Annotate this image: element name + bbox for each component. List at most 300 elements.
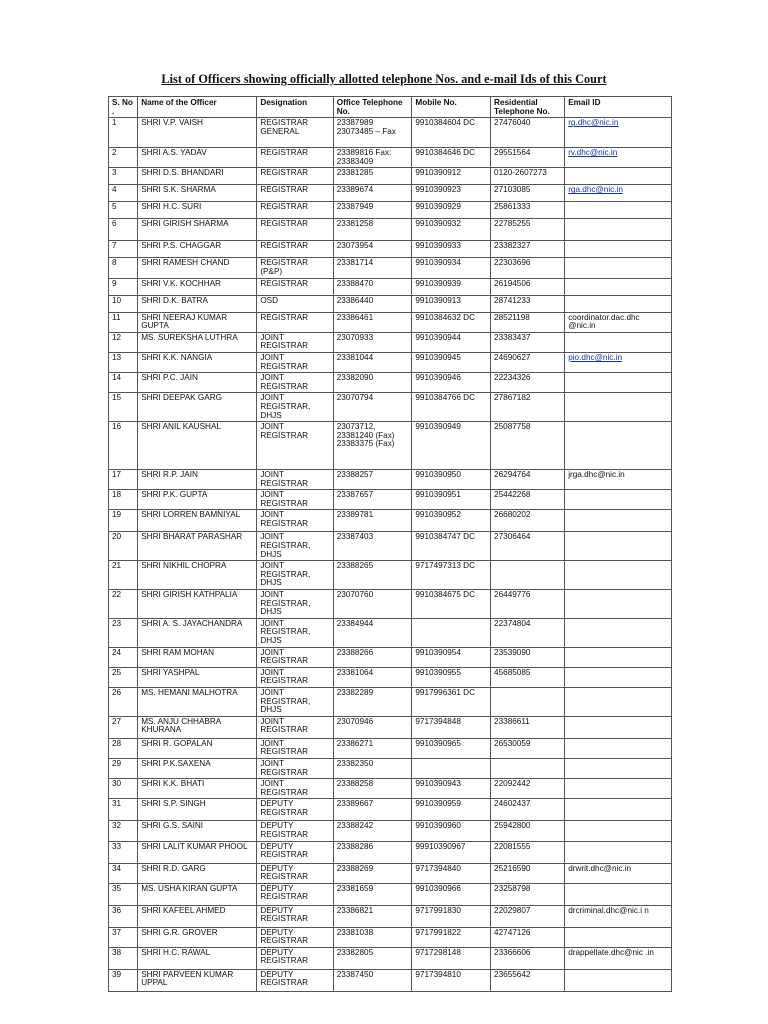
cell-office-telephone: 23073954 [333, 241, 412, 258]
cell-mobile: 9910390929 [412, 202, 491, 219]
cell-residential-telephone: 26194506 [491, 278, 565, 295]
cell-office-telephone: 23389674 [333, 185, 412, 202]
cell-sno: 1 [109, 118, 138, 148]
cell-mobile: 9717991822 [412, 927, 491, 947]
cell-residential-telephone: 26680202 [491, 510, 565, 532]
table-row [109, 393, 672, 422]
table-row [109, 332, 672, 352]
table-row [109, 647, 672, 667]
cell-designation: JOINT REGISTRAR, DHJS [257, 618, 333, 647]
cell-residential-telephone [491, 687, 565, 716]
cell-officer-name: SHRI K.K. BHATI [138, 779, 257, 799]
cell-officer-name: SHRI NEERAJ KUMAR GUPTA [138, 312, 257, 332]
col-header-residential-telephone: Residential Telephone No. [491, 97, 565, 118]
cell-sno: 14 [109, 373, 138, 393]
cell-email [565, 490, 672, 510]
cell-designation: JOINT REGISTRAR, DHJS [257, 561, 333, 590]
cell-mobile: 9910384632 DC [412, 312, 491, 332]
cell-officer-name: SHRI RAMESH CHAND [138, 258, 257, 278]
cell-designation: REGISTRAR [257, 278, 333, 295]
cell-residential-telephone: 24602437 [491, 799, 565, 821]
cell-mobile: 9910390945 [412, 352, 491, 372]
cell-office-telephone: 23382090 [333, 373, 412, 393]
table-row [109, 510, 672, 532]
cell-officer-name: MS. ANJU CHHABRA KHURANA [138, 716, 257, 738]
table-row [109, 295, 672, 312]
col-header-office-telephone: Office Telephone No. [333, 97, 412, 118]
cell-email [565, 667, 672, 687]
table-row [109, 278, 672, 295]
cell-designation: REGISTRAR [257, 148, 333, 168]
cell-email [565, 758, 672, 778]
cell-email [565, 618, 672, 647]
cell-residential-telephone: 42747126 [491, 927, 565, 947]
cell-sno: 27 [109, 716, 138, 738]
cell-officer-name: SHRI K.K. NANGIA [138, 352, 257, 372]
table-row [109, 687, 672, 716]
cell-office-telephone: 23382805 [333, 947, 412, 969]
cell-mobile: 9910384766 DC [412, 393, 491, 422]
cell-office-telephone: 23381044 [333, 352, 412, 372]
cell-designation: DEPUTY REGISTRAR [257, 841, 333, 863]
cell-sno: 34 [109, 863, 138, 883]
cell-designation: JOINT REGISTRAR [257, 738, 333, 758]
cell-office-telephone: 23388257 [333, 470, 412, 490]
cell-office-telephone: 23387949 [333, 202, 412, 219]
table-row [109, 883, 672, 905]
cell-designation: JOINT REGISTRAR [257, 332, 333, 352]
cell-sno: 37 [109, 927, 138, 947]
cell-sno: 32 [109, 821, 138, 841]
table-row [109, 470, 672, 490]
cell-mobile: 9910384646 DC [412, 148, 491, 168]
cell-officer-name: SHRI GIRISH KATHPALIA [138, 590, 257, 619]
table-row [109, 863, 672, 883]
cell-sno: 18 [109, 490, 138, 510]
table-row [109, 758, 672, 778]
cell-email [565, 927, 672, 947]
cell-sno: 16 [109, 422, 138, 470]
cell-mobile: 9910390950 [412, 470, 491, 490]
cell-mobile: 9910390960 [412, 821, 491, 841]
cell-email [565, 647, 672, 667]
cell-mobile: 9910390951 [412, 490, 491, 510]
cell-designation: REGISTRAR [257, 168, 333, 185]
cell-designation: JOINT REGISTRAR [257, 647, 333, 667]
cell-officer-name: MS. SUREKSHA LUTHRA [138, 332, 257, 352]
table-row [109, 148, 672, 168]
cell-designation: DEPUTY REGISTRAR [257, 799, 333, 821]
table-row [109, 667, 672, 687]
cell-officer-name: SHRI A.S. YADAV [138, 148, 257, 168]
officers-table [108, 96, 672, 992]
cell-office-telephone: 23382350 [333, 758, 412, 778]
cell-mobile: 9717298148 [412, 947, 491, 969]
cell-email [565, 295, 672, 312]
cell-sno: 4 [109, 185, 138, 202]
cell-email [565, 590, 672, 619]
cell-residential-telephone: 45685085 [491, 667, 565, 687]
cell-residential-telephone: 27476040 [491, 118, 565, 148]
cell-designation: REGISTRAR [257, 312, 333, 332]
table-row [109, 168, 672, 185]
cell-designation: DEPUTY REGISTRAR [257, 969, 333, 991]
cell-designation: OSD [257, 295, 333, 312]
cell-mobile: 9910390943 [412, 779, 491, 799]
cell-mobile: 9717497313 DC [412, 561, 491, 590]
cell-officer-name: SHRI YASHPAL [138, 667, 257, 687]
cell-sno: 35 [109, 883, 138, 905]
cell-officer-name: SHRI D.K. BATRA [138, 295, 257, 312]
cell-email [565, 241, 672, 258]
cell-designation: JOINT REGISTRAR [257, 758, 333, 778]
cell-office-telephone: 23381659 [333, 883, 412, 905]
cell-mobile: 9910390946 [412, 373, 491, 393]
cell-residential-telephone: 22374804 [491, 618, 565, 647]
cell-mobile: 9910390954 [412, 647, 491, 667]
col-header-email: Email ID [565, 97, 672, 118]
cell-residential-telephone: 27103085 [491, 185, 565, 202]
cell-sno: 26 [109, 687, 138, 716]
cell-email: coordinator.dac.dhc @nic.in [565, 312, 672, 332]
cell-residential-telephone [491, 758, 565, 778]
table-row [109, 905, 672, 927]
cell-officer-name: SHRI R.P. JAIN [138, 470, 257, 490]
table-row [109, 312, 672, 332]
cell-officer-name: SHRI V.P. VAISH [138, 118, 257, 148]
cell-office-telephone: 23388470 [333, 278, 412, 295]
cell-residential-telephone: 22785255 [491, 219, 565, 241]
cell-officer-name: SHRI RAM MOHAN [138, 647, 257, 667]
cell-residential-telephone [491, 561, 565, 590]
cell-designation: REGISTRAR [257, 185, 333, 202]
cell-sno: 2 [109, 148, 138, 168]
cell-sno: 11 [109, 312, 138, 332]
cell-mobile: 9910390952 [412, 510, 491, 532]
cell-residential-telephone: 26530059 [491, 738, 565, 758]
cell-sno: 24 [109, 647, 138, 667]
cell-office-telephone: 23386821 [333, 905, 412, 927]
cell-designation: JOINT REGISTRAR [257, 373, 333, 393]
table-row [109, 618, 672, 647]
cell-officer-name: SHRI R.D. GARG [138, 863, 257, 883]
cell-designation: DEPUTY REGISTRAR [257, 927, 333, 947]
cell-sno: 30 [109, 779, 138, 799]
cell-officer-name: SHRI H.C. SURI [138, 202, 257, 219]
cell-mobile: 9910384604 DC [412, 118, 491, 148]
col-header-mobile: Mobile No. [412, 97, 491, 118]
cell-residential-telephone: 23382327 [491, 241, 565, 258]
cell-designation: REGISTRAR (P&P) [257, 258, 333, 278]
cell-mobile: 9910390932 [412, 219, 491, 241]
table-row [109, 185, 672, 202]
cell-residential-telephone: 22029807 [491, 905, 565, 927]
table-row [109, 738, 672, 758]
cell-officer-name: SHRI G.S. SAINI [138, 821, 257, 841]
table-row [109, 219, 672, 241]
cell-mobile: 9910390939 [412, 278, 491, 295]
officer-rows [109, 118, 672, 992]
cell-email [565, 738, 672, 758]
cell-sno: 38 [109, 947, 138, 969]
cell-office-telephone: 23388242 [333, 821, 412, 841]
cell-sno: 7 [109, 241, 138, 258]
cell-email [565, 202, 672, 219]
col-header-sno: S. No . [109, 97, 138, 118]
cell-designation: JOINT REGISTRAR, DHJS [257, 393, 333, 422]
cell-sno: 19 [109, 510, 138, 532]
cell-sno: 31 [109, 799, 138, 821]
cell-residential-telephone: 28741233 [491, 295, 565, 312]
cell-residential-telephone: 22303696 [491, 258, 565, 278]
cell-designation: DEPUTY REGISTRAR [257, 905, 333, 927]
cell-email [565, 219, 672, 241]
table-row [109, 532, 672, 561]
cell-designation: JOINT REGISTRAR [257, 490, 333, 510]
cell-sno: 8 [109, 258, 138, 278]
cell-sno: 33 [109, 841, 138, 863]
table-row [109, 841, 672, 863]
cell-residential-telephone: 25087758 [491, 422, 565, 470]
col-header-designation: Designation [257, 97, 333, 118]
cell-mobile [412, 618, 491, 647]
cell-sno: 10 [109, 295, 138, 312]
cell-residential-telephone: 27306464 [491, 532, 565, 561]
cell-office-telephone: 23388258 [333, 779, 412, 799]
cell-email [565, 168, 672, 185]
cell-officer-name: SHRI R. GOPALAN [138, 738, 257, 758]
cell-sno: 25 [109, 667, 138, 687]
cell-mobile: 9910390959 [412, 799, 491, 821]
cell-designation: REGISTRAR [257, 219, 333, 241]
cell-email [565, 799, 672, 821]
cell-office-telephone: 23381258 [333, 219, 412, 241]
cell-residential-telephone: 29551564 [491, 148, 565, 168]
table-row [109, 799, 672, 821]
cell-residential-telephone: 26294764 [491, 470, 565, 490]
table-row [109, 202, 672, 219]
table-row [109, 947, 672, 969]
cell-office-telephone: 23387989 23073485 – Fax [333, 118, 412, 148]
cell-sno: 3 [109, 168, 138, 185]
table-row [109, 422, 672, 470]
table-row [109, 969, 672, 991]
document-title: List of Officers showing officially allotted telephone Nos. and e-mail Ids of this Court [161, 72, 607, 86]
cell-residential-telephone: 28521198 [491, 312, 565, 332]
cell-designation: JOINT REGISTRAR [257, 352, 333, 372]
table-row [109, 561, 672, 590]
cell-officer-name: SHRI D.S. BHANDARI [138, 168, 257, 185]
cell-officer-name: SHRI H.C. RAWAL [138, 947, 257, 969]
cell-mobile: 9910384675 DC [412, 590, 491, 619]
cell-sno: 15 [109, 393, 138, 422]
cell-mobile: 9717394848 [412, 716, 491, 738]
cell-residential-telephone: 27867182 [491, 393, 565, 422]
cell-office-telephone: 23381285 [333, 168, 412, 185]
cell-email[interactable]: rg.dhc@nic.in [565, 118, 672, 148]
cell-designation: JOINT REGISTRAR, DHJS [257, 590, 333, 619]
cell-officer-name: SHRI S.K. SHARMA [138, 185, 257, 202]
cell-sno: 23 [109, 618, 138, 647]
table-row [109, 373, 672, 393]
cell-sno: 22 [109, 590, 138, 619]
cell-email [565, 532, 672, 561]
cell-designation: REGISTRAR [257, 241, 333, 258]
cell-email: drwrit.dhc@nic.in [565, 863, 672, 883]
cell-designation: DEPUTY REGISTRAR [257, 883, 333, 905]
cell-residential-telephone: 23366606 [491, 947, 565, 969]
cell-mobile [412, 758, 491, 778]
table-row [109, 352, 672, 372]
cell-email [565, 373, 672, 393]
cell-residential-telephone: 23258798 [491, 883, 565, 905]
cell-officer-name: SHRI ANIL KAUSHAL [138, 422, 257, 470]
cell-residential-telephone: 0120-2607273 [491, 168, 565, 185]
cell-mobile: 9910390966 [412, 883, 491, 905]
cell-residential-telephone: 25942800 [491, 821, 565, 841]
table-row [109, 590, 672, 619]
cell-mobile: 9910390934 [412, 258, 491, 278]
table-row [109, 716, 672, 738]
cell-officer-name: SHRI S.P. SINGH [138, 799, 257, 821]
table-row [109, 821, 672, 841]
cell-officer-name: SHRI P.K. GUPTA [138, 490, 257, 510]
cell-mobile: 9910390913 [412, 295, 491, 312]
cell-sno: 21 [109, 561, 138, 590]
cell-mobile: 9917996361 DC [412, 687, 491, 716]
cell-officer-name: SHRI LORREN BAMNIYAL [138, 510, 257, 532]
table-row [109, 490, 672, 510]
cell-mobile: 9910390965 [412, 738, 491, 758]
cell-sno: 17 [109, 470, 138, 490]
cell-office-telephone: 23384944 [333, 618, 412, 647]
cell-mobile: 9717394810 [412, 969, 491, 991]
cell-officer-name: MS. HEMANI MALHOTRA [138, 687, 257, 716]
cell-officer-name: SHRI GIRISH SHARMA [138, 219, 257, 241]
cell-mobile: 9910390912 [412, 168, 491, 185]
cell-sno: 36 [109, 905, 138, 927]
cell-office-telephone: 23070794 [333, 393, 412, 422]
cell-email [565, 422, 672, 470]
cell-office-telephone: 23387403 [333, 532, 412, 561]
col-header-name: Name of the Officer [138, 97, 257, 118]
cell-email [565, 561, 672, 590]
cell-officer-name: MS. USHA KIRAN GUPTA [138, 883, 257, 905]
cell-office-telephone: 23381038 [333, 927, 412, 947]
cell-officer-name: SHRI NIKHIL CHOPRA [138, 561, 257, 590]
cell-email [565, 716, 672, 738]
cell-email[interactable]: pio.dhc@nic.in [565, 352, 672, 372]
cell-mobile: 9910390949 [412, 422, 491, 470]
cell-email[interactable]: rv.dhc@nic.in [565, 148, 672, 168]
cell-email: jrga.dhc@nic.in [565, 470, 672, 490]
cell-office-telephone: 23382289 [333, 687, 412, 716]
cell-designation: DEPUTY REGISTRAR [257, 947, 333, 969]
cell-sno: 5 [109, 202, 138, 219]
cell-office-telephone: 23070760 [333, 590, 412, 619]
cell-designation: JOINT REGISTRAR [257, 510, 333, 532]
cell-email [565, 969, 672, 991]
cell-residential-telephone: 23655642 [491, 969, 565, 991]
cell-office-telephone: 23388269 [333, 863, 412, 883]
cell-office-telephone: 23389816 Fax: 23383409 [333, 148, 412, 168]
cell-office-telephone: 23070933 [333, 332, 412, 352]
cell-designation: JOINT REGISTRAR [257, 716, 333, 738]
cell-residential-telephone: 22081555 [491, 841, 565, 863]
cell-residential-telephone: 25442268 [491, 490, 565, 510]
cell-email [565, 883, 672, 905]
cell-sno: 13 [109, 352, 138, 372]
cell-designation: DEPUTY REGISTRAR [257, 863, 333, 883]
cell-mobile: 9910390923 [412, 185, 491, 202]
cell-residential-telephone: 22234326 [491, 373, 565, 393]
cell-officer-name: SHRI DEEPAK GARG [138, 393, 257, 422]
table-row [109, 118, 672, 148]
cell-mobile: 9717991830 [412, 905, 491, 927]
cell-officer-name: SHRI LALIT KUMAR PHOOL [138, 841, 257, 863]
cell-office-telephone: 23381064 [333, 667, 412, 687]
cell-residential-telephone: 24690627 [491, 352, 565, 372]
cell-office-telephone: 23387450 [333, 969, 412, 991]
cell-designation: REGISTRAR [257, 202, 333, 219]
cell-email: drcriminal.dhc@nic.i n [565, 905, 672, 927]
table-row [109, 927, 672, 947]
cell-residential-telephone: 23383437 [491, 332, 565, 352]
cell-designation: DEPUTY REGISTRAR [257, 821, 333, 841]
cell-designation: JOINT REGISTRAR, DHJS [257, 532, 333, 561]
cell-email[interactable]: rga.dhc@nic.in [565, 185, 672, 202]
cell-residential-telephone: 22092442 [491, 779, 565, 799]
cell-office-telephone: 23386271 [333, 738, 412, 758]
cell-officer-name: SHRI G.R. GROVER [138, 927, 257, 947]
cell-office-telephone: 23388265 [333, 561, 412, 590]
table-row [109, 241, 672, 258]
cell-email [565, 821, 672, 841]
cell-sno: 6 [109, 219, 138, 241]
cell-email [565, 258, 672, 278]
cell-designation: JOINT REGISTRAR, DHJS [257, 687, 333, 716]
cell-office-telephone: 23381714 [333, 258, 412, 278]
table-row [109, 258, 672, 278]
cell-sno: 29 [109, 758, 138, 778]
cell-email [565, 687, 672, 716]
cell-office-telephone: 23389781 [333, 510, 412, 532]
table-header-row [109, 97, 672, 118]
cell-email [565, 332, 672, 352]
cell-sno: 39 [109, 969, 138, 991]
cell-officer-name: SHRI P.S. CHAGGAR [138, 241, 257, 258]
cell-sno: 20 [109, 532, 138, 561]
cell-residential-telephone: 26449776 [491, 590, 565, 619]
cell-designation: JOINT REGISTRAR [257, 422, 333, 470]
cell-email: drappellate.dhc@nic .in [565, 947, 672, 969]
cell-email [565, 841, 672, 863]
cell-officer-name: SHRI A. S. JAYACHANDRA [138, 618, 257, 647]
cell-designation: JOINT REGISTRAR [257, 470, 333, 490]
cell-email [565, 278, 672, 295]
cell-mobile: 9910390955 [412, 667, 491, 687]
cell-office-telephone: 23389667 [333, 799, 412, 821]
cell-officer-name: SHRI BHARAT PARASHAR [138, 532, 257, 561]
cell-office-telephone: 23386461 [333, 312, 412, 332]
cell-designation: REGISTRAR GENERAL [257, 118, 333, 148]
cell-residential-telephone: 23386611 [491, 716, 565, 738]
cell-designation: JOINT REGISTRAR [257, 667, 333, 687]
cell-email [565, 779, 672, 799]
cell-office-telephone: 23387657 [333, 490, 412, 510]
cell-office-telephone: 23073712, 23381240 (Fax) 23383375 (Fax) [333, 422, 412, 470]
cell-office-telephone: 23070946 [333, 716, 412, 738]
